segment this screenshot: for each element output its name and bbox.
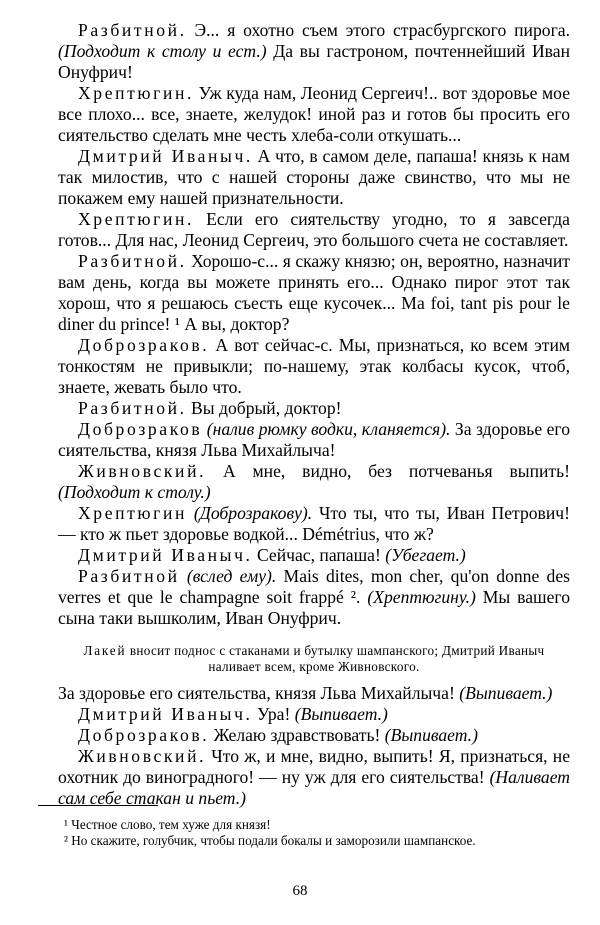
speech-text: Да вы гастроном, почтеннейший Иван Онуфрич! <box>58 41 570 82</box>
replica <box>58 335 570 398</box>
speech-text: Mais dites, mon cher, qu'on donne des verres et que le champagne soit frappé ². <box>58 566 570 607</box>
stage-remark: (Наливает сам себе стакан и пьет.) <box>58 767 570 808</box>
page-number: 68 <box>292 883 308 899</box>
speaker-name: Доброзраков <box>78 419 203 439</box>
page-text <box>58 20 570 809</box>
speaker-name: Разбитной. <box>78 20 187 40</box>
speech-text: Сейчас, папаша! <box>252 545 386 565</box>
speaker-name: Разбитной. <box>78 251 187 271</box>
speaker-name: Лакей <box>83 643 127 658</box>
speech-text <box>180 566 187 586</box>
replica <box>58 683 570 704</box>
speech-text: А вот сейчас-с. Мы, признаться, ко всем этим тонкостям не привыкли; по-нашему, этак колбасы кусок, чтоб, знаете, жевать было что. <box>58 335 570 397</box>
speech-text: За здоровье его сиятельства, князя Льва Михайлыча! <box>58 683 460 703</box>
speaker-name: Хрептюгин. <box>78 209 195 229</box>
replica <box>58 461 570 503</box>
replica <box>58 83 570 146</box>
stage-direction <box>58 643 570 675</box>
replica <box>58 251 570 335</box>
footnote-rule <box>38 805 158 806</box>
speaker-name: Хрептюгин <box>78 503 188 523</box>
speech-text: Уж куда нам, Леонид Сергеич!.. вот здоровье мое все плохо... все, знаете, желудок! иной раз и готов бы просить его сиятельство сделать мне честь хлеба-соли откушать... <box>58 83 570 145</box>
stage-remark: (Подходит к столу и ест.) <box>58 41 267 61</box>
stage-remark: (Доброзракову). <box>193 503 313 523</box>
speaker-name: Живновский. <box>78 461 207 481</box>
footnotes <box>38 817 570 849</box>
replica <box>58 419 570 461</box>
speaker-name: Разбитной. <box>78 398 187 418</box>
footnote-2: ² Но скажите, голубчик, чтобы подали бокалы и заморозили шампанское. <box>64 833 476 848</box>
stage-remark: (налив рюмку водки, кланяется). <box>206 419 451 439</box>
speaker-name: Дмитрий Иваныч. <box>78 704 253 724</box>
replica <box>58 746 570 809</box>
speech-text: Что ж, и мне, видно, выпить! Я, признаться, не охотник до виноградного! — ну уж для его сиятельства! <box>58 746 570 787</box>
speech-text: А мне, видно, без потчеванья выпить! <box>206 461 570 481</box>
speech-text: Желаю здравствовать! <box>209 725 385 745</box>
speaker-name: Разбитной <box>78 566 180 586</box>
stage-remark: (вслед ему). <box>186 566 277 586</box>
stage-remark: (Убегает.) <box>385 545 466 565</box>
speaker-name: Дмитрий Иваныч. <box>78 545 253 565</box>
footnote-1: ¹ Честное слово, тем хуже для князя! <box>64 817 271 832</box>
speech-text: За здоровье его сиятельства, князя Льва Михайлыча! <box>58 419 570 460</box>
speech-text: Вы добрый, доктор! <box>186 398 342 418</box>
speaker-name: Доброзраков. <box>78 725 210 745</box>
stage-remark: (Выпивает.) <box>459 683 553 703</box>
speech-text: Что ты, что ты, Иван Петрович! — кто ж пьет здоровье водкой... Démétrius, что ж? <box>58 503 570 544</box>
speaker-name: Хрептюгин. <box>78 83 195 103</box>
speech-text: Э... я охотно съем этого страсбургского пирога. <box>186 20 570 40</box>
stage-remark: (Выпивает.) <box>384 725 478 745</box>
replica <box>58 398 570 419</box>
speech-text: Хорошо-с... я скажу князю; он, вероятно, назначит вам день, когда вы можете принять его... Однако пирог этот так хорош, что я решаюсь съесть еще кусочек... Ma foi, tant pis pour le diner du prince! ¹ А вы, доктор? <box>58 251 570 334</box>
stage-remark: (Выпивает.) <box>294 704 388 724</box>
speech-text: Если его сиятельству угодно, то я завсегда готов... Для нас, Леонид Сергеич, это большого счета не составляет. <box>58 209 570 250</box>
speech-text <box>187 503 194 523</box>
replica <box>58 20 570 83</box>
speech-text: А что, в самом деле, папаша! князь к нам так милостив, что с нашей стороны даже свинство, что мы не покажем ему нашей признательности. <box>58 146 570 208</box>
replica <box>58 209 570 251</box>
speaker-name: Доброзраков. <box>78 335 210 355</box>
speech-text: Ура! <box>252 704 295 724</box>
stage-remark: (Хрептюгину.) <box>367 587 476 607</box>
replica <box>58 725 570 746</box>
replica <box>58 545 570 566</box>
replica <box>58 503 570 545</box>
speech-text: Мы вашего сына таки вышколим, Иван Онуфрич. <box>58 587 570 628</box>
speaker-name: Дмитрий Иваныч. <box>78 146 253 166</box>
speech-text: вносит поднос с стаканами и бутылку шампанского; Дмитрий Иваныч наливает всем, кроме Живновского. <box>126 643 545 674</box>
replica <box>58 566 570 629</box>
stage-remark: (Подходит к столу.) <box>58 482 211 502</box>
replica <box>58 704 570 725</box>
replica <box>58 146 570 209</box>
speaker-name: Живновский. <box>78 746 207 766</box>
